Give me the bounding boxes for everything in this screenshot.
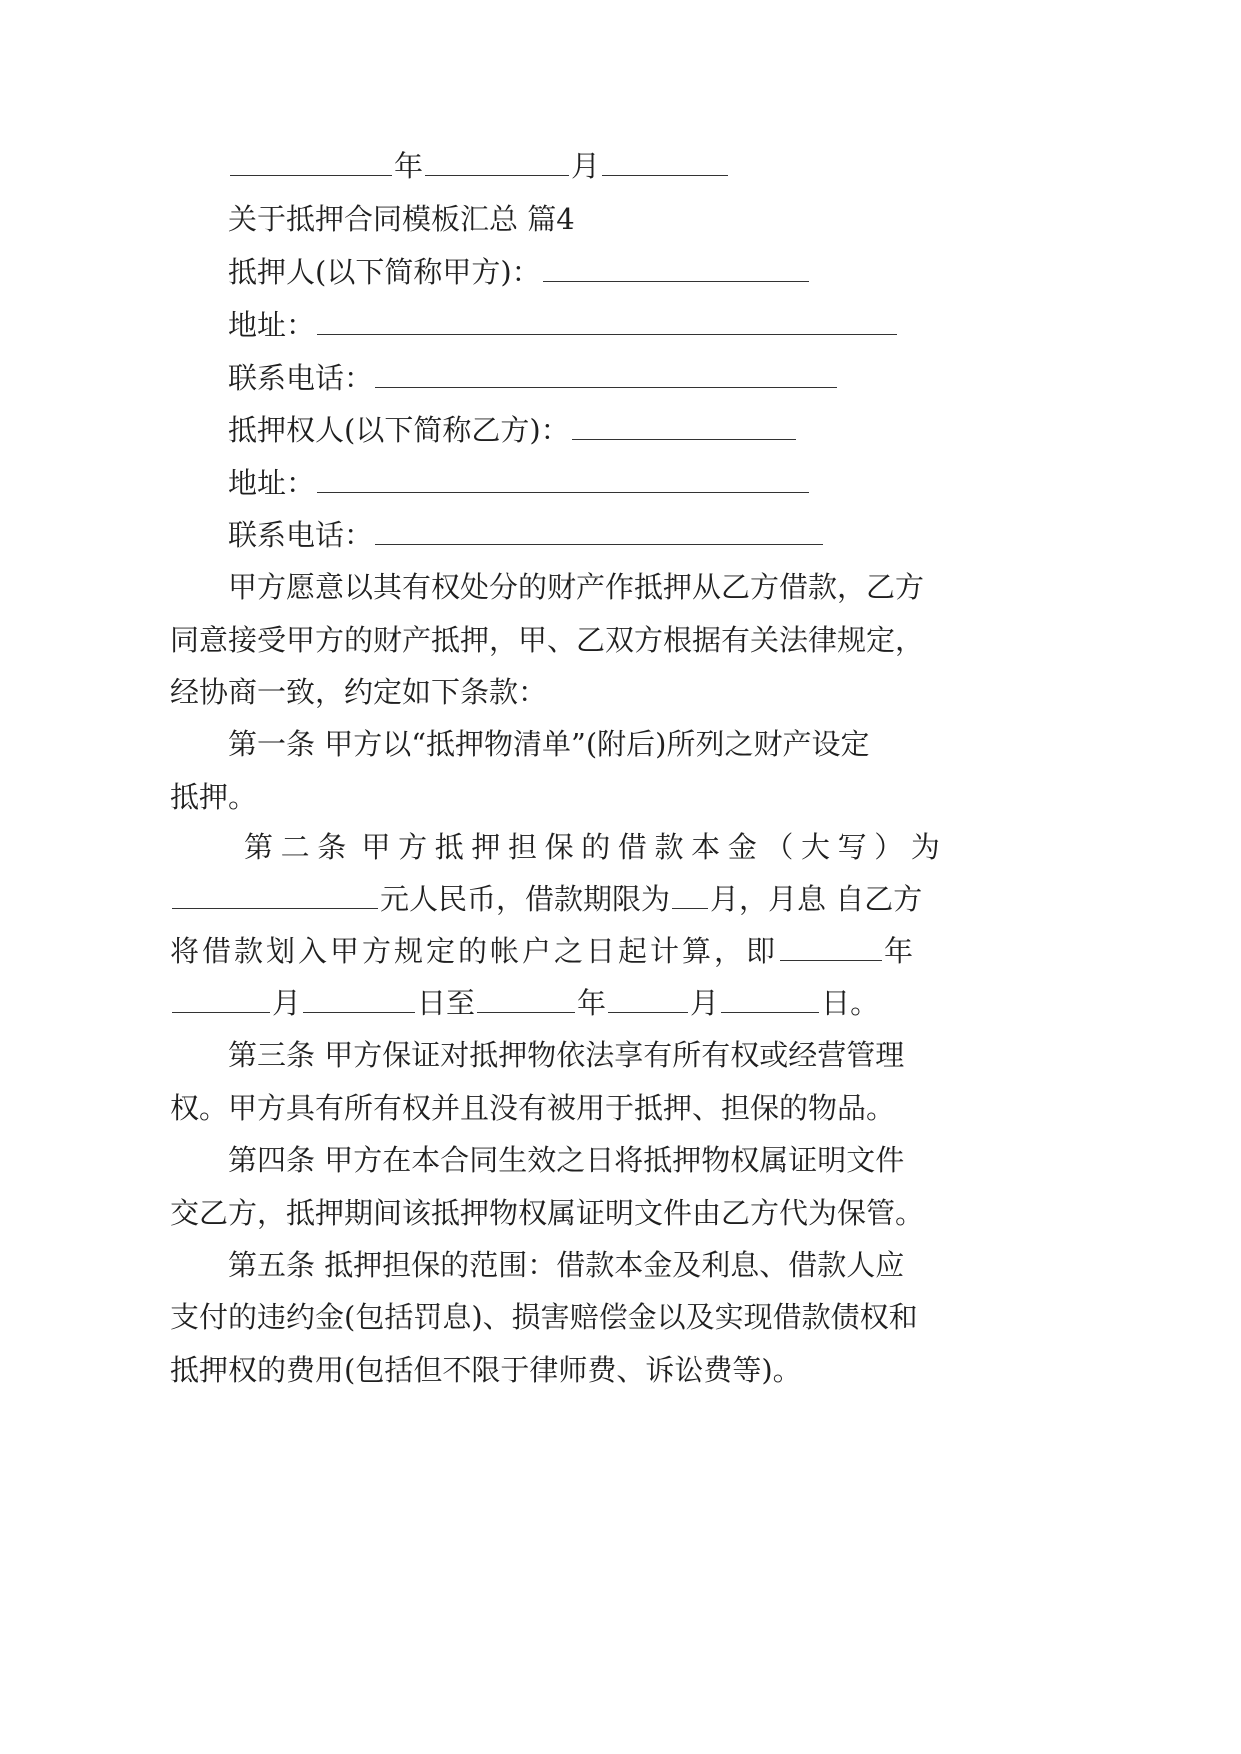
end-year-label: 年 — [577, 986, 607, 1020]
article2-line-1-char: 担 — [507, 830, 537, 864]
party-b-address-row — [228, 463, 811, 503]
start-day-field[interactable] — [303, 986, 415, 1013]
article2-line-1-char: 甲 — [361, 830, 391, 864]
party-a-phone-field[interactable] — [375, 361, 837, 388]
article5-line-2: 支付的违约金(包括罚息)、损害赔偿金以及实现借款债权和 — [170, 1300, 918, 1334]
year-blank[interactable] — [230, 149, 392, 176]
party-a-label: 抵押人(以下简称甲方)： — [228, 255, 541, 289]
article2-line-1-char: 款 — [654, 830, 684, 864]
article2-line-3-year: 年 — [884, 934, 914, 968]
day-blank[interactable] — [602, 149, 728, 176]
party-b-row — [228, 410, 798, 450]
party-a-address-field[interactable] — [317, 308, 897, 335]
party-a-row — [228, 252, 811, 292]
article2-line-1-char: 大 — [800, 830, 830, 864]
article2-line-1-char: 保 — [544, 830, 574, 864]
day-to-label: 日至 — [417, 986, 476, 1020]
article1-line-2: 抵押。 — [170, 780, 258, 814]
start-month-label: 月 — [272, 986, 302, 1020]
section-title: 关于抵押合同模板汇总 篇4 — [228, 202, 575, 236]
article2-line-1-char: 方 — [398, 830, 428, 864]
month-blank[interactable] — [425, 149, 569, 176]
article2-line-1-char: 为 — [910, 830, 940, 864]
article2-line-1-char: ） — [874, 830, 904, 864]
article1-line-1: 第一条 甲方以“抵押物清单”(附后)所列之财产设定 — [228, 727, 870, 761]
party-a-address-row — [228, 305, 899, 345]
end-day-field[interactable] — [721, 986, 819, 1013]
end-month-field[interactable] — [608, 986, 688, 1013]
party-b-address-field[interactable] — [317, 466, 809, 493]
article3-line-2: 权。甲方具有所有权并且没有被用于抵押、担保的物品。 — [170, 1091, 896, 1125]
article2-line-1-char: 的 — [581, 830, 611, 864]
article2-line-1-char: 第 — [244, 830, 274, 864]
article2-line-1-char: 条 — [317, 830, 347, 864]
article5-line-3: 抵押权的费用(包括但不限于律师费、诉讼费等)。 — [170, 1353, 802, 1387]
intro-line-2: 同意接受甲方的财产抵押，甲、乙双方根据有关法律规定， — [170, 623, 925, 657]
party-a-address-label: 地址： — [228, 308, 316, 342]
intro-line-1: 甲方愿意以其有权处分的财产作抵押从乙方借款，乙方 — [228, 570, 925, 604]
year-label: 年 — [394, 149, 424, 183]
article2-line-4 — [170, 983, 879, 1023]
party-b-label: 抵押权人(以下简称乙方)： — [228, 413, 570, 447]
article2-line-1-char: （ — [764, 830, 794, 864]
article2-line-1 — [244, 827, 940, 867]
end-month-label: 月 — [690, 986, 720, 1020]
party-b-phone-label: 联系电话： — [228, 518, 374, 552]
article3-line-1: 第三条 甲方保证对抵押物依法享有所有权或经营管理 — [228, 1038, 905, 1072]
article5-line-1: 第五条 抵押担保的范围：借款本金及利息、借款人应 — [228, 1248, 905, 1282]
party-a-phone-row — [228, 358, 839, 398]
article4-line-2: 交乙方，抵押期间该抵押物权属证明文件由乙方代为保管。 — [170, 1196, 925, 1230]
article2-line-2-month: 月，月息 自乙方 — [710, 882, 923, 916]
article2-line-1-char: 借 — [617, 830, 647, 864]
article2-line-1-char: 写 — [837, 830, 867, 864]
end-year-field[interactable] — [477, 986, 575, 1013]
article2-line-1-char: 本 — [691, 830, 721, 864]
article2-line-2 — [170, 879, 922, 919]
article2-line-3-text: 将借款划入甲方规定的帐户之日起计算，即 — [170, 934, 779, 968]
date-line — [228, 146, 730, 186]
party-a-name-field[interactable] — [543, 255, 809, 282]
party-a-phone-label: 联系电话： — [228, 361, 374, 395]
article2-line-1-char: 押 — [471, 830, 501, 864]
party-b-phone-field[interactable] — [375, 518, 823, 545]
article2-line-1-char: 抵 — [434, 830, 464, 864]
party-b-address-label: 地址： — [228, 466, 316, 500]
intro-line-3: 经协商一致，约定如下条款： — [170, 675, 548, 709]
loan-amount-field[interactable] — [172, 882, 378, 909]
end-day-label: 日。 — [821, 986, 880, 1020]
party-b-name-field[interactable] — [572, 413, 796, 440]
article2-line-1-char: 金 — [727, 830, 757, 864]
month-label: 月 — [571, 149, 601, 183]
party-b-phone-row — [228, 515, 825, 555]
article2-line-2-text: 元人民币，借款期限为 — [380, 882, 671, 916]
article2-line-3 — [170, 931, 913, 971]
article2-line-1-char: 二 — [280, 830, 310, 864]
article4-line-1: 第四条 甲方在本合同生效之日将抵押物权属证明文件 — [228, 1143, 905, 1177]
start-year-field[interactable] — [780, 934, 882, 961]
loan-term-field[interactable] — [672, 882, 708, 909]
start-month-field[interactable] — [172, 986, 270, 1013]
